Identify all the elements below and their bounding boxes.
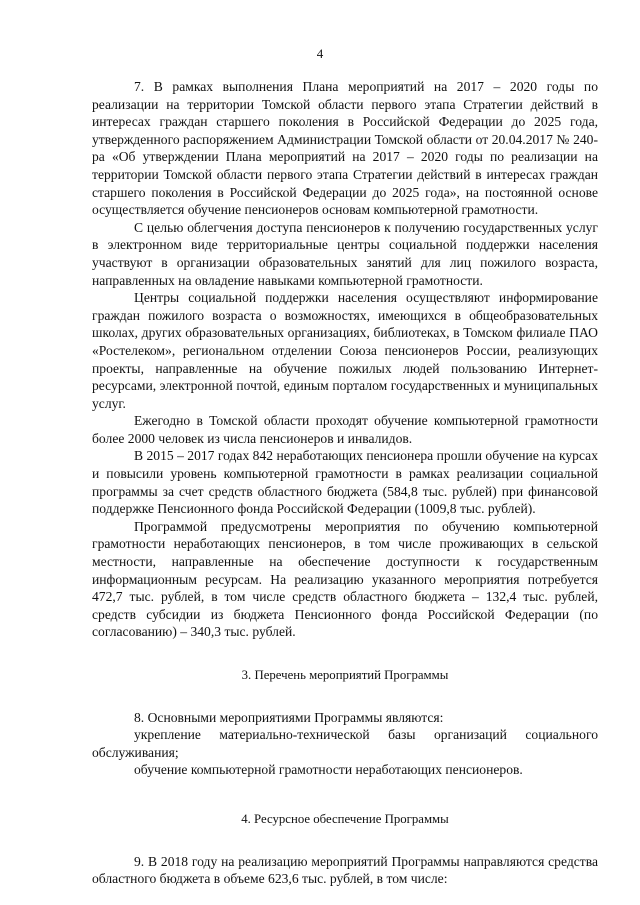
paragraph-centers: Центры социальной поддержки населения осуществляют информирование граждан пожилого возраста о возможностях, имеющихся в общеобразовательных школах, других образовательных организациях, библиотеках, в Томском филиале ПАО «Ростелеком», региональном отделении Союза пенсионеров России, реализующих проекты, направленные на обучение пожилых людей пользованию Интернет-ресурсами, электронной почтой, единым порталом государственных и муниципальных услуг. (92, 290, 598, 411)
paragraph-8: 8. Основными мероприятиями Программы являются: (134, 709, 444, 725)
paragraph-7: 7. В рамках выполнения Плана мероприятий на 2017 – 2020 годы по реализации на территории Томской области первого этапа Стратегии действий в интересах граждан старшего поколения в Российской Федерации до 2025 года, утвержденного распоряжением Администрации Томской области от 20.04.2017 № 240-ра «Об утверждении Плана мероприятий на 2017 – 2020 годы по реализации на территории Томской области первого этапа Стратегии действий в интересах граждан старшего поколения в Российской Федерации до 2025 года», на постоянной основе осуществляется обучение пенсионеров основам компьютерной грамотности. (92, 79, 598, 218)
paragraph-program-measures: Программой предусмотрены мероприятия по обучению компьютерной грамотности неработающих пенсионеров, в том числе проживающих в сельской местности, направленные на обеспечение доступности к государственным информационным ресурсам. На реализацию указанного мероприятия потребуется 472,7 тыс. рублей, в том числе средств областного бюджета – 132,4 тыс. рублей, средств субсидии из бюджета Пенсионного фонда Российской Федерации (по согласованию) – 340,3 тыс. рублей. (92, 518, 598, 640)
list-item-material-base: укрепление материально-технической базы организаций социального обслуживания; (92, 727, 598, 760)
section-4-heading: 4. Ресурсное обеспечение Программы (241, 811, 449, 826)
section-3-heading: 3. Перечень мероприятий Программы (241, 668, 449, 682)
paragraph-annual: Ежегодно в Томской области проходят обучение компьютерной грамотности более 2000 человек из числа пенсионеров и инвалидов. (92, 413, 598, 446)
page-number: 4 (316, 46, 324, 61)
paragraph-2015-2017: В 2015 – 2017 годах 842 неработающих пенсионера прошли обучение на курсах и повысили уровень компьютерной грамотности в рамках реализации социальной программы за счет средств областного бюджета (584,8 тыс. рублей) при финансовой поддержке Пенсионного фонда Российской Федерации (1009,8 тыс. рублей). (92, 448, 598, 517)
list-item-computer-literacy: обучение компьютерной грамотности неработающих пенсионеров. (134, 762, 523, 778)
document-body (92, 78, 598, 888)
paragraph-9: 9. В 2018 году на реализацию мероприятий Программы направляются средства областного бюджета в объеме 623,6 тыс. рублей, в том числе: (92, 853, 598, 887)
paragraph-access: С целью облегчения доступа пенсионеров к получению государственных услуг в электронном виде территориальные центры социальной поддержки населения участвуют в организации образовательных занятий для лиц пожилого возраста, направленных на овладение навыками компьютерной грамотности. (92, 219, 598, 288)
